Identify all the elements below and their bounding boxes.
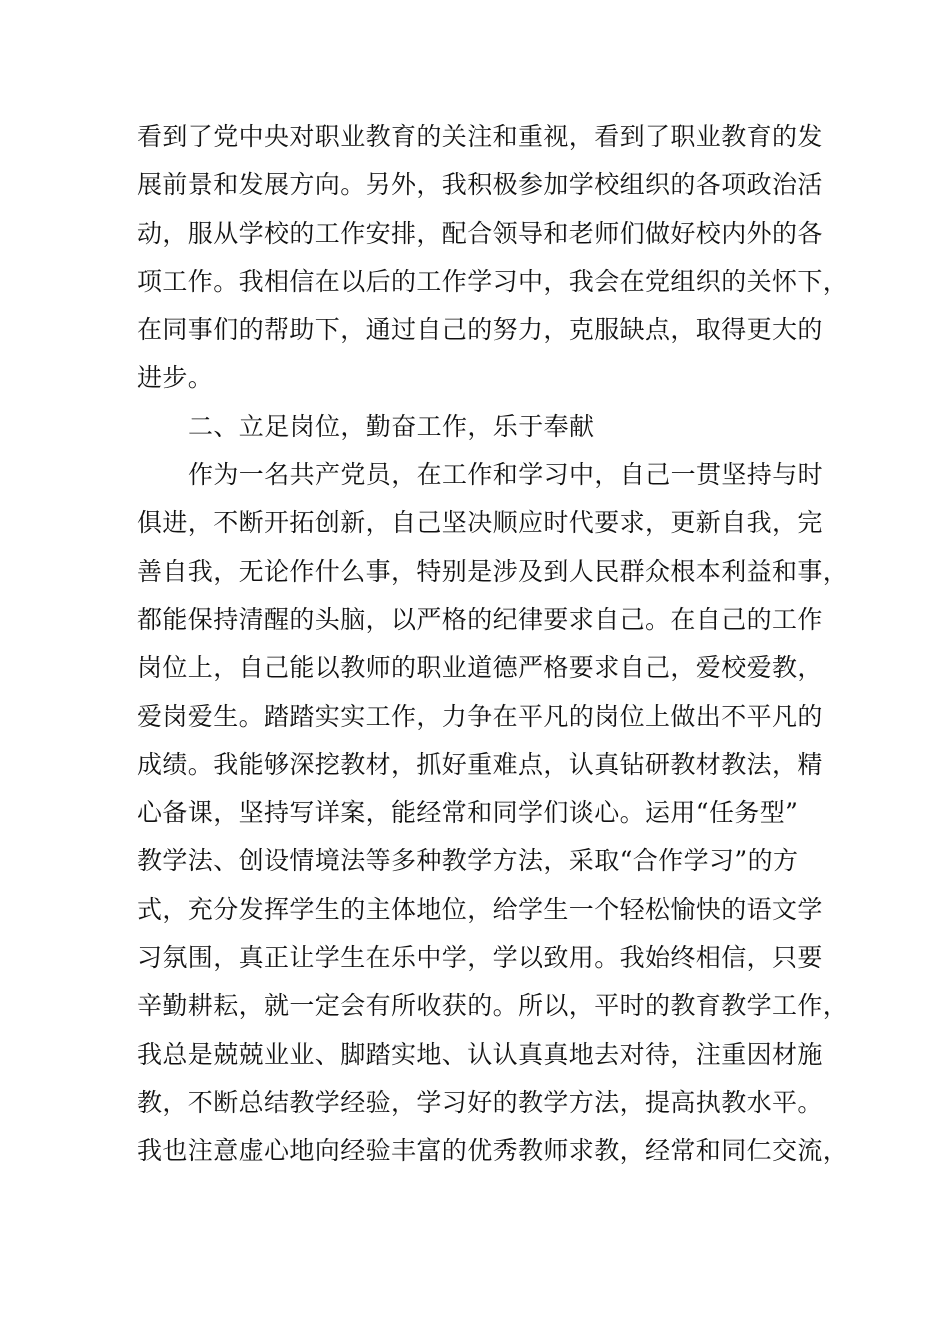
text-line: 式，充分发挥学生的主体地位，给学生一个轻松愉快的语文学 bbox=[137, 894, 823, 924]
text-line: 都能保持清醒的头脑，以严格的纪律要求自己。在自己的工作 bbox=[137, 604, 823, 634]
text-line: 进步。 bbox=[137, 363, 214, 393]
text-line: 我总是兢兢业业、脚踏实地、认认真真地去对待，注重因材施 bbox=[137, 1039, 823, 1069]
text-line: 展前景和发展方向。另外，我积极参加学校组织的各项政治活 bbox=[137, 170, 823, 200]
text-line: 教，不断总结教学经验，学习好的教学方法，提高执教水平。 bbox=[137, 1087, 823, 1117]
text-line: 教学法、创设情境法等多种教学方法，采取“合作学习”的方 bbox=[137, 846, 799, 876]
text-line: 善自我，无论作什么事，特别是涉及到人民群众根本利益和事， bbox=[137, 556, 849, 586]
text-line: 习氛围，真正让学生在乐中学，学以致用。我始终相信，只要 bbox=[137, 943, 823, 973]
text-line: 岗位上，自己能以教师的职业道德严格要求自己，爱校爱教， bbox=[137, 653, 823, 683]
section-heading: 二、立足岗位，勤奋工作，乐于奉献 bbox=[188, 411, 595, 441]
text-line: 动，服从学校的工作安排，配合领导和老师们做好校内外的各 bbox=[137, 218, 823, 248]
text-line: 成绩。我能够深挖教材，抓好重难点，认真钻研教材教法，精 bbox=[137, 749, 823, 779]
text-line: 作为一名共产党员，在工作和学习中，自己一贯坚持与时 bbox=[188, 460, 824, 490]
text-line: 辛勤耕耘，就一定会有所收获的。所以，平时的教育教学工作， bbox=[137, 991, 849, 1021]
text-line: 心备课，坚持写详案，能经常和同学们谈心。运用“任务型” bbox=[137, 798, 799, 828]
text-line: 看到了党中央对职业教育的关注和重视，看到了职业教育的发 bbox=[137, 122, 823, 151]
text-line: 项工作。我相信在以后的工作学习中，我会在党组织的关怀下， bbox=[137, 266, 849, 296]
text-line: 俱进，不断开拓创新，自己坚决顺应时代要求，更新自我，完 bbox=[137, 508, 823, 538]
text-line: 我也注意虚心地向经验丰富的优秀教师求教，经常和同仁交流， bbox=[137, 1136, 849, 1166]
text-line: 爱岗爱生。踏踏实实工作，力争在平凡的岗位上做出不平凡的 bbox=[137, 701, 823, 731]
document-body bbox=[137, 113, 849, 1176]
text-line: 在同事们的帮助下，通过自己的努力，克服缺点，取得更大的 bbox=[137, 315, 823, 345]
